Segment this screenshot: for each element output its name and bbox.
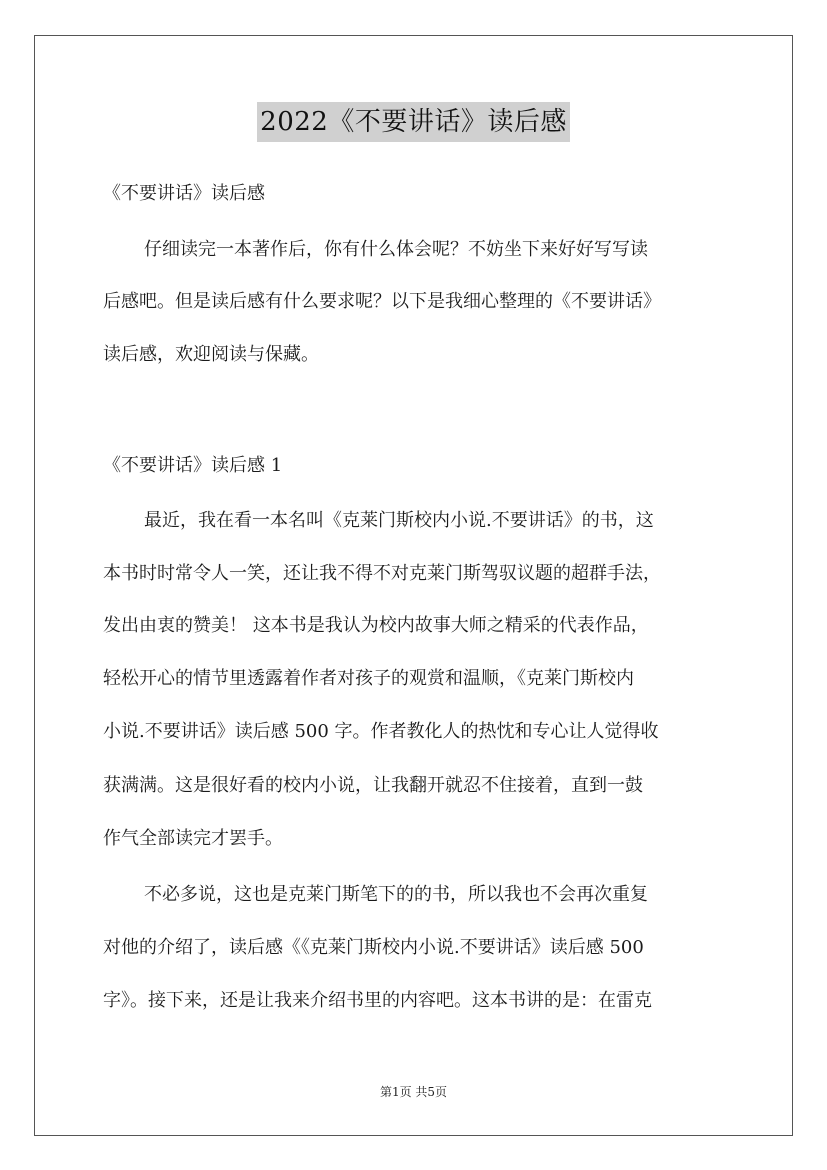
para1-line-5: 小说.不要讲话》读后感 500 字。作者教化人的热忱和专心让人觉得收	[103, 721, 659, 742]
para1-line-2: 本书时时常令人一笑，还让我不得不对克莱门斯驾驭议题的超群手法，	[103, 563, 661, 584]
document-title: 2022《不要讲话》读后感	[257, 102, 570, 142]
title-container	[0, 102, 827, 142]
document-subtitle: 《不要讲话》读后感	[103, 183, 265, 204]
section-heading: 《不要讲话》读后感 1	[103, 455, 283, 476]
para1-line-1: 最近，我在看一本名叫《克莱门斯校内小说.不要讲话》的书，这	[144, 510, 654, 531]
page-footer: 第1页 共5页	[379, 1085, 448, 1099]
para1-line-6: 获满满。这是很好看的校内小说，让我翻开就忍不住接着，直到一鼓	[103, 775, 643, 796]
intro-line-1: 仔细读完一本著作后，你有什么体会呢？不妨坐下来好好写写读	[144, 239, 648, 260]
para1-line-7: 作气全部读完才罢手。	[103, 828, 283, 849]
para2-line-1: 不必多说，这也是克莱门斯笔下的的书，所以我也不会再次重复	[144, 884, 648, 905]
intro-line-3: 读后感，欢迎阅读与保藏。	[103, 344, 319, 365]
para1-line-4: 轻松开心的情节里透露着作者对孩子的观赏和温顺，《克莱门斯校内	[103, 668, 634, 689]
para1-line-3: 发出由衷的赞美！ 这本书是我认为校内故事大师之精采的代表作品，	[103, 615, 649, 636]
para2-line-3: 字》。接下来，还是让我来介绍书里的内容吧。这本书讲的是：在雷克	[103, 990, 652, 1011]
para2-line-2: 对他的介绍了，读后感《《克莱门斯校内小说.不要讲话》读后感 500	[103, 937, 644, 958]
intro-line-2: 后感吧。但是读后感有什么要求呢？以下是我细心整理的《不要讲话》	[103, 291, 661, 312]
